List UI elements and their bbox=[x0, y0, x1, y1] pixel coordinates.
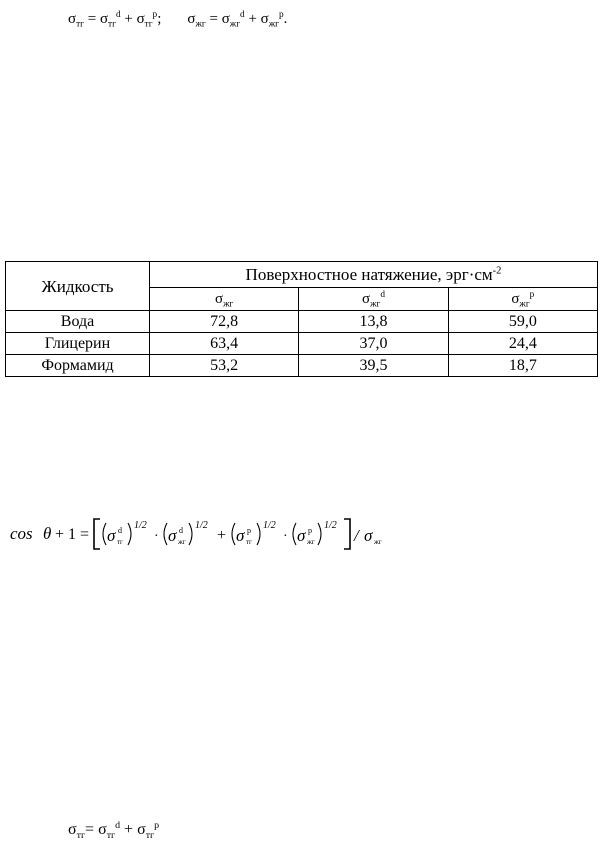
superscript: p bbox=[279, 10, 284, 21]
superscript: p bbox=[529, 289, 535, 300]
sigma-symbol: σ bbox=[136, 11, 145, 27]
cell-polar: 24,4 bbox=[448, 333, 597, 355]
exponent: 1/2 bbox=[195, 520, 208, 531]
theta-symbol: θ bbox=[43, 524, 52, 543]
subscript: тг bbox=[145, 829, 155, 841]
subscript: тг bbox=[106, 829, 116, 841]
header-surface-tension-text: Поверхностное натяжение, эрг·см bbox=[245, 265, 493, 284]
sigma-symbol: σ bbox=[137, 821, 146, 838]
cell-polar: 59,0 bbox=[448, 311, 597, 333]
superscript: p bbox=[247, 526, 251, 535]
header-liquid: Жидкость bbox=[6, 262, 150, 311]
table-header-row bbox=[6, 262, 598, 288]
superscript: p bbox=[154, 819, 160, 831]
dot-operator: · bbox=[283, 529, 288, 544]
sigma-symbol: σ bbox=[260, 11, 269, 27]
plus-one-equals: + 1 = bbox=[55, 526, 90, 543]
left-paren-icon bbox=[293, 523, 296, 545]
left-paren-icon bbox=[103, 523, 106, 545]
subheader-total bbox=[150, 288, 299, 311]
right-paren-icon bbox=[189, 523, 192, 545]
subscript: тг bbox=[117, 538, 123, 546]
formula-solid-gas-bottom bbox=[68, 818, 159, 842]
subscript: жг bbox=[268, 19, 279, 30]
sigma-symbol: σ bbox=[68, 11, 77, 27]
subscript: тг bbox=[76, 829, 86, 841]
superscript: d bbox=[240, 10, 245, 21]
subscript: тг bbox=[144, 19, 153, 30]
left-paren-icon bbox=[164, 523, 167, 545]
right-bracket-icon bbox=[344, 519, 350, 549]
plus-sign: + bbox=[124, 821, 134, 838]
subscript: жг bbox=[178, 538, 186, 546]
left-bracket-icon bbox=[94, 519, 100, 549]
sigma-symbol: σ bbox=[221, 11, 230, 27]
subheader-dispersive bbox=[299, 288, 448, 311]
cos-label: cos bbox=[10, 524, 33, 543]
right-paren-icon bbox=[318, 523, 321, 545]
dot-operator: · bbox=[154, 529, 159, 544]
equals-sign: = bbox=[209, 11, 218, 27]
cell-liquid: Вода bbox=[6, 311, 150, 333]
subscript: тг bbox=[108, 19, 116, 30]
sigma-symbol: σ bbox=[364, 526, 373, 545]
cell-liquid: Глицерин bbox=[6, 333, 150, 355]
header-surface-tension bbox=[150, 262, 598, 288]
sigma-symbol: σ bbox=[68, 821, 77, 838]
equals-sign: = bbox=[85, 821, 95, 838]
plus-sign: + bbox=[248, 11, 257, 27]
superscript: d bbox=[115, 10, 121, 21]
superscript: -2 bbox=[492, 265, 502, 277]
equals-sign: = bbox=[87, 11, 97, 27]
superscript: d bbox=[118, 526, 122, 535]
right-paren-icon bbox=[128, 523, 131, 545]
cell-liquid: Формамид bbox=[6, 355, 150, 377]
sigma-symbol: σ bbox=[168, 526, 177, 545]
plus-sign: + bbox=[217, 527, 227, 544]
surface-tension-table bbox=[5, 261, 598, 377]
superscript: p bbox=[152, 10, 158, 21]
exponent: 1/2 bbox=[134, 520, 147, 531]
sigma-symbol: σ bbox=[98, 821, 107, 838]
cell-total: 53,2 bbox=[150, 355, 299, 377]
superscript: d bbox=[380, 289, 385, 300]
table-row bbox=[6, 355, 598, 377]
sigma-symbol: σ bbox=[99, 11, 109, 27]
cell-dispersive: 37,0 bbox=[299, 333, 448, 355]
subscript: тг bbox=[76, 19, 84, 30]
sigma-symbol: σ bbox=[361, 290, 371, 307]
superscript: d bbox=[179, 526, 183, 535]
slash: / bbox=[354, 526, 359, 545]
cell-polar: 18,7 bbox=[448, 355, 597, 377]
superscript: p bbox=[308, 526, 312, 535]
table-row bbox=[6, 311, 598, 333]
formula-liquid-gas bbox=[187, 10, 288, 30]
sigma-symbol: σ bbox=[214, 290, 224, 307]
formula-surface-tension-components bbox=[68, 8, 287, 30]
cell-total: 63,4 bbox=[150, 333, 299, 355]
exponent: 1/2 bbox=[324, 520, 337, 531]
sigma-symbol: σ bbox=[511, 290, 520, 307]
subscript: тг bbox=[246, 538, 252, 546]
punctuation: . bbox=[283, 11, 288, 27]
subscript: жг bbox=[374, 538, 382, 546]
cell-dispersive: 39,5 bbox=[299, 355, 448, 377]
subscript: жг bbox=[307, 538, 315, 546]
sigma-symbol: σ bbox=[236, 526, 245, 545]
sigma-symbol: σ bbox=[297, 526, 306, 545]
subscript: жг bbox=[370, 299, 381, 310]
subscript: жг bbox=[223, 299, 234, 310]
left-paren-icon bbox=[232, 523, 235, 545]
cell-total: 72,8 bbox=[150, 311, 299, 333]
formula-solid-gas bbox=[68, 10, 162, 30]
right-paren-icon bbox=[257, 523, 260, 545]
superscript: d bbox=[115, 819, 121, 831]
subheader-polar bbox=[448, 288, 597, 311]
formula-contact-angle bbox=[10, 514, 410, 554]
sigma-symbol: σ bbox=[107, 526, 116, 545]
punctuation: ; bbox=[157, 11, 162, 27]
sigma-symbol: σ bbox=[187, 11, 196, 27]
subscript: жг bbox=[195, 19, 206, 30]
formula-contact-angle-svg bbox=[10, 514, 410, 554]
plus-sign: + bbox=[124, 11, 133, 27]
subscript: жг bbox=[519, 299, 530, 310]
exponent: 1/2 bbox=[263, 520, 276, 531]
table-row bbox=[6, 333, 598, 355]
subscript: жг bbox=[229, 19, 241, 30]
cell-dispersive: 13,8 bbox=[299, 311, 448, 333]
